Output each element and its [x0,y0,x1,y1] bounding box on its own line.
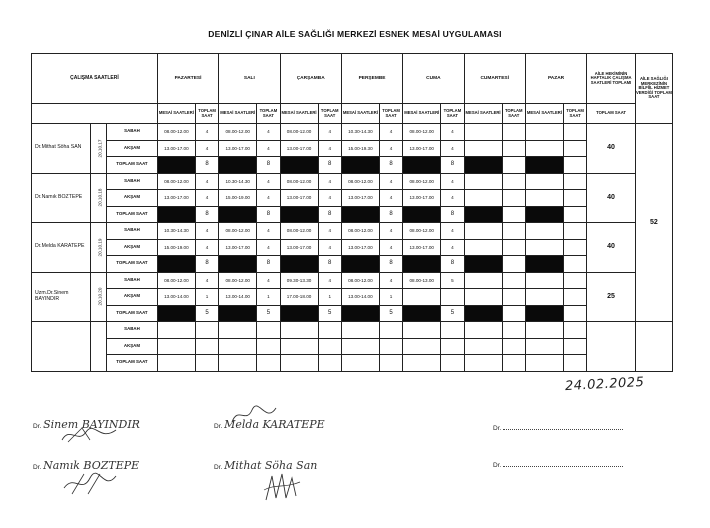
row-label-evening: AKŞAM [107,190,158,207]
hours-count: 4 [441,140,464,157]
blacked-cell [341,157,379,174]
day-total [195,355,218,372]
hours-cell [341,355,379,372]
hours-count [563,239,586,256]
hours-cell: 17.00-18.00 [280,289,318,306]
hours-count [257,322,280,339]
hours-count: 4 [257,173,280,190]
hours-count: 4 [441,223,464,240]
hours-count [563,173,586,190]
work-hours-label: ÇALIŞMA SAATLERİ [32,54,158,104]
doctor-date [91,272,107,322]
sub-header-total: TOPLAM SAAT [502,104,525,124]
blacked-cell [219,157,257,174]
hours-count [441,338,464,355]
page-title: DENİZLİ ÇINAR AİLE SAĞLIĞI MERKEZİ ESNEK MESAİ UYGULAMASI [208,29,502,39]
day-total: 8 [441,206,464,223]
center-total-empty [635,322,672,372]
day-total [502,355,525,372]
signature-scribble [230,404,280,426]
signature-scribble [60,468,120,498]
hours-count [502,173,525,190]
doctor-name: Dr.Melda KARATEPE [32,223,91,273]
hours-count: 4 [379,124,402,141]
day-total: 8 [441,256,464,273]
sub-header-hours: MESAİ SAATLERİ [157,104,195,124]
hours-count: 4 [257,223,280,240]
hours-cell [525,173,563,190]
hours-cell [525,338,563,355]
hours-count [502,272,525,289]
weekly-total [587,322,636,372]
hours-cell: 08.00-13.00 [403,272,441,289]
hours-count: 4 [379,223,402,240]
hours-count: 4 [257,124,280,141]
hours-count: 4 [257,190,280,207]
day-total [563,305,586,322]
hours-count: 4 [195,223,218,240]
day-header: PERŞEMBE [341,54,402,104]
doctor-date [91,322,107,372]
hours-count: 4 [379,239,402,256]
hours-cell [464,355,502,372]
day-total: 8 [318,256,341,273]
hours-cell: 08.00-12.00 [219,223,257,240]
hours-count: 4 [195,124,218,141]
hours-cell: 13.00-17.00 [157,190,195,207]
blacked-cell [464,157,502,174]
hours-count [502,322,525,339]
hours-count: 4 [257,272,280,289]
hours-cell: 08.00-12.00 [280,124,318,141]
hours-count: 4 [257,239,280,256]
doctor-name: Uzm.Dr.Sinem BAYINDIR [32,272,91,322]
hours-cell: 08.00-12.00 [341,272,379,289]
hours-cell: 08.00-12.00 [403,173,441,190]
blacked-cell [341,305,379,322]
day-header: SALI [219,54,280,104]
hours-cell [464,239,502,256]
signature-line-4: Dr. Namık BOZTEPE [33,459,140,472]
hours-count [257,338,280,355]
doctor-date [91,124,107,174]
hours-cell [403,355,441,372]
hours-cell [464,140,502,157]
signature-line-6: Dr. [493,460,623,469]
hours-count [563,124,586,141]
hours-count: 1 [257,289,280,306]
hours-count [563,190,586,207]
hours-count: 4 [379,190,402,207]
day-total: 8 [195,256,218,273]
day-total: 8 [195,157,218,174]
hours-cell: 10.30-14.30 [219,173,257,190]
blacked-cell [464,256,502,273]
blacked-cell [219,256,257,273]
row-label-total: TOPLAM SAAT [107,256,158,273]
day-total: 8 [257,206,280,223]
hours-cell [525,272,563,289]
hours-cell: 13.00-17.00 [341,190,379,207]
doctor-date [91,173,107,223]
hours-count: 4 [195,239,218,256]
hours-cell: 08.00-12.00 [280,223,318,240]
hours-cell [403,338,441,355]
blacked-cell [403,256,441,273]
day-total [257,355,280,372]
day-total [563,355,586,372]
hours-cell: 13.00-17.00 [157,140,195,157]
hours-cell [219,338,257,355]
hours-count: 4 [257,140,280,157]
hours-cell [280,322,318,339]
hours-count [563,289,586,306]
blacked-cell [280,256,318,273]
day-total [563,157,586,174]
weekly-total: 40 [587,173,636,223]
hours-cell [525,289,563,306]
hours-cell: 15.00-19.30 [341,140,379,157]
hours-count [502,223,525,240]
blacked-cell [280,305,318,322]
signature-sinem: Sinem BAYINDIR [43,418,140,431]
doctor-date-text: 20.10.18 [97,188,103,207]
hours-count [195,322,218,339]
hours-cell: 15.00-19.00 [157,239,195,256]
hours-cell [157,355,195,372]
row-label-total: TOPLAM SAAT [107,206,158,223]
hours-cell [464,289,502,306]
day-total [563,256,586,273]
hours-count: 1 [318,289,341,306]
hours-cell [525,223,563,240]
hours-count [563,338,586,355]
blacked-cell [157,305,195,322]
row-label-morning: SABAH [107,173,158,190]
hours-count: 5 [441,272,464,289]
hours-cell: 13.00-17.00 [403,140,441,157]
day-header: CUMA [403,54,464,104]
sub-header-total: TOPLAM SAAT [441,104,464,124]
hours-count: 4 [318,190,341,207]
day-total [379,355,402,372]
hours-cell [403,289,441,306]
hours-count [379,338,402,355]
day-total: 8 [379,256,402,273]
day-total: 5 [257,305,280,322]
hours-count: 4 [195,173,218,190]
day-total: 8 [318,206,341,223]
day-total: 5 [379,305,402,322]
day-total [502,157,525,174]
hours-count: 4 [441,190,464,207]
hours-count [441,322,464,339]
day-total: 8 [379,206,402,223]
day-total [502,256,525,273]
signature-line-3: Dr. [493,423,623,432]
hours-cell: 08.00-12.00 [341,173,379,190]
hours-count [502,140,525,157]
hours-cell: 13.00-14.00 [219,289,257,306]
hours-cell: 13.00-17.00 [280,140,318,157]
hours-cell: 09.30-13.30 [280,272,318,289]
hours-cell [464,338,502,355]
day-total [441,355,464,372]
blacked-cell [157,256,195,273]
row-label-total: TOPLAM SAAT [107,355,158,372]
sub-header-hours: MESAİ SAATLERİ [341,104,379,124]
total-hours-col-header: TOPLAM SAAT [587,104,636,124]
signature-line-2: Dr. Melda KARATEPE [214,418,325,431]
day-header: CUMARTESİ [464,54,525,104]
weekly-total: 25 [587,272,636,322]
weekly-total: 40 [587,223,636,273]
day-header: PAZAR [525,54,586,104]
hours-count [502,190,525,207]
hours-cell: 13.00-17.00 [280,239,318,256]
hours-cell: 13.00-17.00 [403,190,441,207]
hours-count: 4 [318,272,341,289]
signature-line-1: Dr. Sinem BAYINDIR [33,418,140,431]
hours-cell [464,190,502,207]
hours-cell [403,322,441,339]
day-total: 5 [195,305,218,322]
weekly-total-header: AİLE HEKİMİNİN HAFTALIK ÇALIŞMA SAATLERİ TOPLAMI [587,54,636,104]
weekly-total: 40 [587,124,636,174]
sub-header-hours: MESAİ SAATLERİ [280,104,318,124]
blacked-cell [464,206,502,223]
hours-cell: 10.30-14.30 [157,223,195,240]
hours-cell [464,223,502,240]
blacked-cell [403,206,441,223]
hours-cell [341,338,379,355]
center-total-header: AİLE SAĞLIĞI MERKEZİNİN BİLFİİL HİZMET VERDİĞİ TOPLAM SAAT [635,54,672,124]
doctor-date-text: 20.10.17 [97,139,103,158]
day-total: 5 [318,305,341,322]
hours-cell: 08.00-12.00 [280,173,318,190]
sub-header-hours: MESAİ SAATLERİ [464,104,502,124]
row-label-morning: SABAH [107,272,158,289]
hours-count: 4 [379,272,402,289]
hours-count: 4 [318,140,341,157]
row-label-morning: SABAH [107,124,158,141]
day-header: ÇARŞAMBA [280,54,341,104]
hours-count: 4 [195,190,218,207]
hours-cell [219,355,257,372]
sub-header-total: TOPLAM SAAT [563,104,586,124]
hours-count: 4 [379,140,402,157]
signature-scribble [60,424,120,446]
hours-cell: 08.00-12.00 [403,124,441,141]
sub-header-hours: MESAİ SAATLERİ [219,104,257,124]
row-label-evening: AKŞAM [107,338,158,355]
blacked-cell [525,206,563,223]
signature-scribble [262,470,302,506]
doctor-name [32,322,91,372]
hours-count [195,338,218,355]
row-label-morning: SABAH [107,322,158,339]
hours-cell [525,140,563,157]
center-total: 52 [635,124,672,322]
blacked-cell [403,305,441,322]
day-total [502,206,525,223]
signature-melda: Melda KARATEPE [224,418,325,431]
hours-count [502,239,525,256]
doctor-date [91,223,107,273]
hours-count: 4 [441,239,464,256]
day-total: 8 [257,256,280,273]
sub-header-hours: MESAİ SAATLERİ [525,104,563,124]
hours-cell [525,239,563,256]
blacked-cell [525,256,563,273]
row-label-evening: AKŞAM [107,289,158,306]
hours-count: 4 [318,173,341,190]
hours-cell: 13.00-17.00 [403,239,441,256]
hours-count: 4 [441,124,464,141]
hours-count [502,124,525,141]
hours-cell: 08.00-12.00 [219,124,257,141]
doctor-name: Dr.Namık BOZTEPE [32,173,91,223]
hours-count: 4 [379,173,402,190]
sub-header-total: TOPLAM SAAT [257,104,280,124]
signature-line-5: Dr. Mithat Söha San [214,459,318,472]
hours-cell [464,173,502,190]
day-total [563,206,586,223]
hours-count: 1 [195,289,218,306]
day-total: 8 [379,157,402,174]
hours-cell: 13.00-14.00 [341,289,379,306]
hours-count: 4 [318,223,341,240]
day-header: PAZARTESİ [157,54,218,104]
hours-cell: 13.00-17.00 [280,190,318,207]
hours-cell: 13.00-14.00 [157,289,195,306]
hours-cell: 08.00-12.00 [341,223,379,240]
day-total [502,305,525,322]
row-label-morning: SABAH [107,223,158,240]
row-label-evening: AKŞAM [107,140,158,157]
hours-count: 4 [195,140,218,157]
hours-count: 4 [318,239,341,256]
hours-cell [464,124,502,141]
hours-count [563,272,586,289]
hours-count: 4 [318,124,341,141]
sub-header-total: TOPLAM SAAT [195,104,218,124]
blacked-cell [219,206,257,223]
hours-cell [280,355,318,372]
hours-cell [157,322,195,339]
sub-header-total: TOPLAM SAAT [379,104,402,124]
day-total [318,355,341,372]
hours-count: 4 [195,272,218,289]
blacked-cell [219,305,257,322]
hours-cell [280,338,318,355]
hours-cell [219,322,257,339]
hours-cell [464,322,502,339]
hours-cell: 08.00-12.00 [157,272,195,289]
hours-cell: 13.00-17.00 [341,239,379,256]
blacked-cell [157,206,195,223]
hours-cell [157,338,195,355]
row-label-total: TOPLAM SAAT [107,305,158,322]
doctor-date-text: 20.10.19 [97,238,103,257]
hours-count [441,289,464,306]
hours-count [563,140,586,157]
blacked-cell [525,157,563,174]
hours-cell: 13.00-17.00 [219,140,257,157]
day-total: 8 [318,157,341,174]
day-total: 5 [441,305,464,322]
blacked-cell [525,305,563,322]
hours-count [379,322,402,339]
hours-count [563,223,586,240]
sub-header-total: TOPLAM SAAT [318,104,341,124]
hours-count: 1 [379,289,402,306]
hours-cell: 10.30-14.30 [341,124,379,141]
hours-count [318,322,341,339]
day-total: 8 [195,206,218,223]
hours-cell: 13.00-17.00 [219,239,257,256]
blacked-cell [464,305,502,322]
hours-cell: 15.00-19.00 [219,190,257,207]
signature-namik: Namık BOZTEPE [43,459,140,472]
hours-cell [525,355,563,372]
row-label-evening: AKŞAM [107,239,158,256]
doctor-name: Dr.Mithat Söha SAN [32,124,91,174]
hours-count [563,322,586,339]
day-total: 8 [257,157,280,174]
hours-cell [341,322,379,339]
hours-count [502,338,525,355]
hours-cell: 08.00-12.00 [157,173,195,190]
blacked-cell [280,206,318,223]
blacked-cell [341,206,379,223]
blacked-cell [341,256,379,273]
sub-header-hours: MESAİ SAATLERİ [403,104,441,124]
hours-cell: 08.00-12.00 [403,223,441,240]
handwritten-date: 24.02.2025 [564,374,645,395]
day-total: 8 [441,157,464,174]
blacked-cell [403,157,441,174]
hours-count [318,338,341,355]
blacked-cell [280,157,318,174]
hours-cell [464,272,502,289]
blacked-cell [157,157,195,174]
hours-cell [525,190,563,207]
hours-count: 4 [441,173,464,190]
hours-count [502,289,525,306]
schedule-table [31,53,673,372]
hours-cell [525,322,563,339]
row-label-total: TOPLAM SAAT [107,157,158,174]
hours-cell: 08.00-12.00 [157,124,195,141]
hours-cell: 08.00-12.00 [219,272,257,289]
hours-cell [525,124,563,141]
signature-mithat: Mithat Söha San [224,459,318,472]
doctor-date-text: 20.10.20 [97,287,103,306]
